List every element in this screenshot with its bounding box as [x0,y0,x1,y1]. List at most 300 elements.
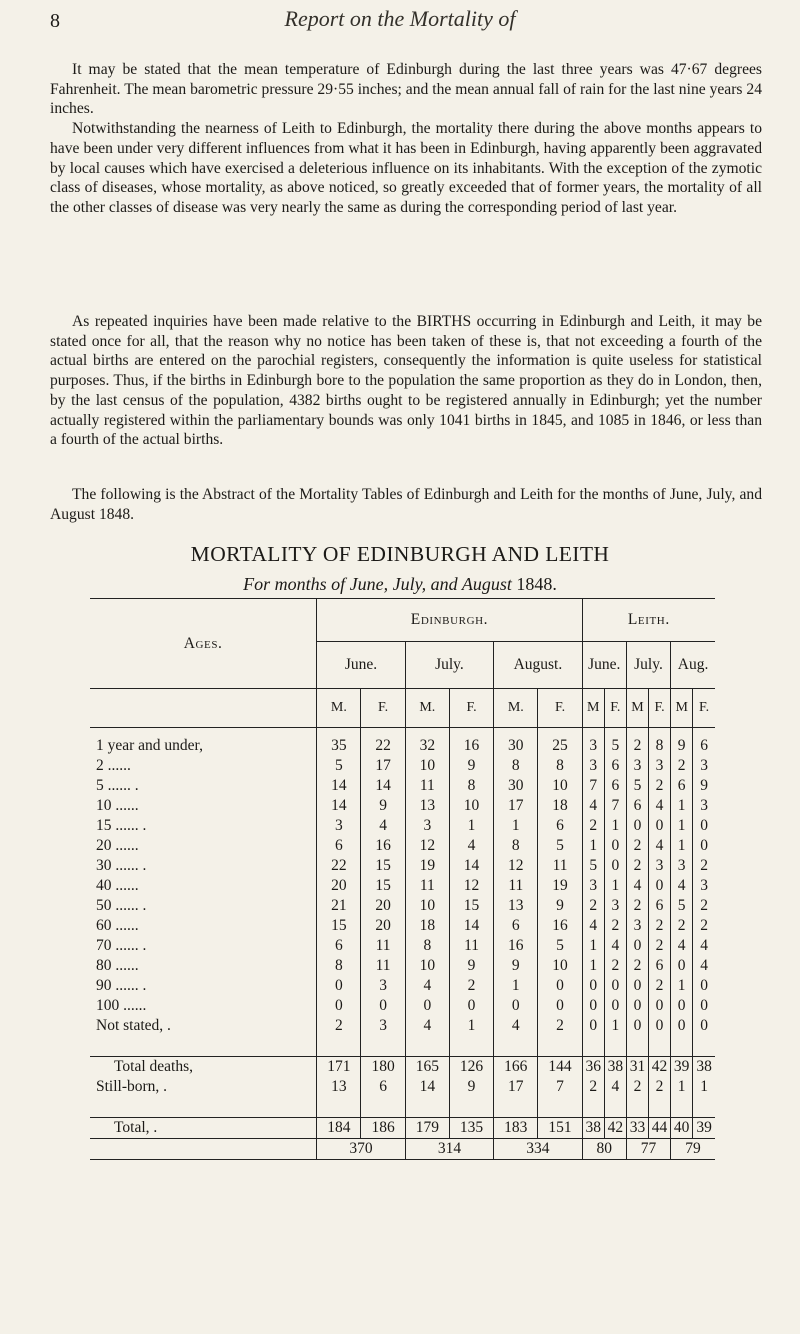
spacer-cell [90,728,317,737]
table-cell: 1 [671,796,693,816]
paragraph-text: As repeated inquiries have been made relative to the BIRTHS occurring in Edinburgh and Leith, it may be stated once for all, that the reason why no notice has been taken of these is, that not exceeding a fourth of the actual births are entered on the parochial registers, consequently the information is quite useless for statistical purposes. Thus, if the births in Edinburgh bore to the population the same proportion as they do in London, then, by the last census of the population, 4382 births ought to be registered annually in Edinburgh; yet the number actually registered within the parliamentary bounds was only 1041 births in 1845, and 1085 in 1846, or less than a fourth of the actual births. [50,313,762,449]
month-total-cell: 370 [317,1139,405,1160]
spacer-cell [405,1097,449,1118]
table-cell: 10 [538,776,582,796]
table-cell: 171 [317,1057,361,1078]
sex-header: F. [361,689,405,728]
table-cell: 6 [604,756,626,776]
month-header: June. [317,642,405,689]
row-label: 1 year and under, [96,737,203,754]
table-cell: 16 [494,936,538,956]
table-cell: 12 [405,836,449,856]
sex-header: F. [604,689,626,728]
table-cell: 0 [604,856,626,876]
row-label: Still-born, . [96,1078,168,1095]
table-cell: 11 [538,856,582,876]
table-cell: 17 [361,756,405,776]
spacer-cell [90,1097,317,1118]
table-cell: 36 [582,1057,604,1078]
table-cell: 9 [449,1077,493,1097]
table-cell: 21 [317,896,361,916]
table-cell: 2 [671,916,693,936]
table-cell: 4 [361,816,405,836]
table-cell: 39 [671,1057,693,1078]
month-total-cell: 77 [626,1139,670,1160]
spacer-cell [405,1036,449,1057]
table-cell: 8 [317,956,361,976]
month-total-cell: 334 [494,1139,583,1160]
table-cell: 11 [361,956,405,976]
spacer-cell [626,1097,648,1118]
table-cell: 20 [361,896,405,916]
table-cell: 38 [693,1057,715,1078]
table-cell: 2 [626,836,648,856]
spacer-row [90,1097,715,1118]
table-cell: 0 [671,996,693,1016]
table-cell: 2 [626,956,648,976]
table-cell: 5 [538,836,582,856]
table-cell: 40 [671,1118,693,1139]
table-cell: 42 [649,1057,671,1078]
table-cell: 4 [604,1077,626,1097]
table-cell: 1 [693,1077,715,1097]
spacer-cell [405,728,449,737]
sex-header: F. [538,689,582,728]
table-cell: 14 [405,1077,449,1097]
table-row [90,936,715,956]
row-label: 60 ...... [96,917,139,934]
spacer-cell [626,728,648,737]
table-cell: 8 [449,776,493,796]
table-cell: 6 [649,956,671,976]
table-cell: 0 [649,876,671,896]
table-body [90,728,715,1160]
spacer-cell [582,1097,604,1118]
table-cell: 3 [361,976,405,996]
spacer-cell [449,728,493,737]
row-label: 5 ...... . [96,777,139,794]
month-total-cell: 80 [582,1139,626,1160]
table-cell: 0 [317,996,361,1016]
table-cell: 14 [317,796,361,816]
table-cell: 0 [693,1016,715,1036]
table-cell: 22 [361,736,405,756]
table-cell: 0 [538,996,582,1016]
table-cell: 10 [449,796,493,816]
table-cell: 0 [693,996,715,1016]
spacer-cell [604,1036,626,1057]
table-row [90,756,715,776]
table-cell: 3 [582,876,604,896]
table-cell: 16 [538,916,582,936]
table-cell: 165 [405,1057,449,1078]
table-cell: 0 [693,976,715,996]
table-cell: 0 [405,996,449,1016]
table-cell: 30 [494,736,538,756]
row-label: Total, . [90,1118,317,1139]
subtitle-year: 1848. [516,574,557,594]
table-cell: 9 [671,736,693,756]
spacer-cell [361,1036,405,1057]
table-cell: 2 [693,856,715,876]
table-cell: 6 [671,776,693,796]
table-cell: 3 [582,736,604,756]
table-title: MORTALITY OF EDINBURGH AND LEITH [190,542,610,566]
table-cell: 0 [626,816,648,836]
table-cell: 0 [494,996,538,1016]
table-cell: 18 [405,916,449,936]
table-cell: 5 [671,896,693,916]
month-header: July. [626,642,670,689]
table-cell: 4 [494,1016,538,1036]
table-cell: 0 [671,1016,693,1036]
table-cell: 4 [604,936,626,956]
row-label: 80 ...... [96,957,139,974]
table-cell: 2 [671,756,693,776]
row-label: 15 ...... . [96,817,147,834]
table-cell: 1 [494,976,538,996]
ages-blank [90,689,317,728]
table-cell: 13 [317,1077,361,1097]
table-cell: 1 [449,816,493,836]
table-cell: 11 [449,936,493,956]
table-cell: 5 [317,756,361,776]
spacer-cell [449,1036,493,1057]
spacer-cell [361,1097,405,1118]
table-cell: 0 [693,836,715,856]
spacer-cell [494,1097,538,1118]
table-cell: 19 [538,876,582,896]
sex-header: F. [693,689,715,728]
table-cell: 1 [582,936,604,956]
paragraph-abstract [50,485,762,524]
table-cell: 11 [494,876,538,896]
table-cell: 6 [626,796,648,816]
table-cell: 184 [317,1118,361,1139]
table-cell: 6 [604,776,626,796]
table-cell: 10 [538,956,582,976]
table-cell: 126 [449,1057,493,1078]
table-cell: 1 [671,1077,693,1097]
table-cell: 4 [626,876,648,896]
table-cell: 11 [405,876,449,896]
spacer-cell [693,1036,715,1057]
table-cell: 4 [693,956,715,976]
row-label [90,1139,317,1160]
table-row [90,1077,715,1097]
table-cell: 15 [449,896,493,916]
spacer-cell [317,1036,361,1057]
month-header: August. [494,642,583,689]
table-cell: 35 [317,736,361,756]
table-cell: 2 [693,896,715,916]
spacer-cell [317,728,361,737]
month-total-cell: 314 [405,1139,493,1160]
month-header: July. [405,642,493,689]
row-label: 30 ...... . [96,857,147,874]
table-cell: 44 [649,1118,671,1139]
spacer-cell [649,1036,671,1057]
table-cell: 6 [317,936,361,956]
table-cell: 3 [582,756,604,776]
table-cell: 1 [604,876,626,896]
row-label: 50 ...... . [96,897,147,914]
mortality-table [90,598,715,1160]
table-cell: 3 [693,756,715,776]
table-cell: 20 [317,876,361,896]
table-row [90,816,715,836]
table-cell: 1 [604,816,626,836]
table-cell: 8 [405,936,449,956]
row-label: 100 ...... [96,997,147,1014]
spacer-cell [693,728,715,737]
table-cell: 0 [649,1016,671,1036]
table-cell: 9 [538,896,582,916]
row-label: Not stated, . [96,1017,171,1034]
spacer-cell [626,1036,648,1057]
paragraph-births [50,312,762,450]
table-cell: 0 [582,996,604,1016]
sex-header: M [671,689,693,728]
table-cell: 151 [538,1118,582,1139]
table-row [90,996,715,1016]
table-cell: 166 [494,1057,538,1078]
table-cell: 2 [604,956,626,976]
table-cell: 7 [604,796,626,816]
spacer-cell [693,1097,715,1118]
spacer-cell [604,728,626,737]
table-cell: 3 [317,816,361,836]
row-label: Total deaths, [90,1057,317,1078]
table-cell: 15 [361,856,405,876]
spacer-row [90,728,715,737]
table-cell: 19 [405,856,449,876]
table-cell: 180 [361,1057,405,1078]
paragraph-text: The following is the Abstract of the Mortality Tables of Edinburgh and Leith for the months of June, July, and August 1848. [50,486,762,523]
table-cell: 17 [494,1077,538,1097]
spacer-cell [90,1036,317,1057]
table-row [90,916,715,936]
row-label: 10 ...... [96,797,139,814]
table-cell: 2 [582,816,604,836]
table-cell: 2 [604,916,626,936]
table-cell: 38 [604,1057,626,1078]
subtitle-text: For months of June, July, and August [243,574,512,594]
table-cell: 3 [626,916,648,936]
table-cell: 0 [649,996,671,1016]
table-cell: 2 [538,1016,582,1036]
spacer-cell [649,728,671,737]
table-cell: 6 [693,736,715,756]
spacer-cell [582,1036,604,1057]
table-cell: 5 [604,736,626,756]
table-cell: 9 [449,956,493,976]
table-cell: 9 [449,756,493,776]
table-cell: 14 [317,776,361,796]
sex-header: F. [649,689,671,728]
table-cell: 0 [604,976,626,996]
table-cell: 0 [604,996,626,1016]
table-cell: 135 [449,1118,493,1139]
table-cell: 6 [649,896,671,916]
table-cell: 3 [649,756,671,776]
grand-total-row [90,1139,715,1160]
table-cell: 2 [449,976,493,996]
table-cell: 4 [693,936,715,956]
table-cell: 8 [538,756,582,776]
month-header: Aug. [671,642,715,689]
table-cell: 0 [449,996,493,1016]
table-row [90,956,715,976]
table-cell: 1 [582,836,604,856]
table-cell: 4 [582,916,604,936]
table-row [90,1118,715,1139]
sex-header: M. [405,689,449,728]
table-cell: 0 [626,976,648,996]
table-cell: 14 [449,856,493,876]
table-cell: 3 [693,876,715,896]
table-cell: 14 [361,776,405,796]
table-cell: 0 [626,1016,648,1036]
table-cell: 22 [317,856,361,876]
spacer-cell [361,728,405,737]
table-cell: 1 [449,1016,493,1036]
table-subtitle [0,574,800,595]
table-cell: 2 [626,1077,648,1097]
table-cell: 6 [361,1077,405,1097]
table-cell: 0 [693,816,715,836]
table-cell: 1 [671,976,693,996]
table-cell: 3 [649,856,671,876]
table-cell: 7 [582,776,604,796]
sex-header: M. [317,689,361,728]
table-cell: 3 [693,796,715,816]
table-cell: 1 [494,816,538,836]
page-number: 8 [50,10,60,32]
table-cell: 16 [449,736,493,756]
table-cell: 0 [626,936,648,956]
month-header: June. [582,642,626,689]
spacer-cell [494,1036,538,1057]
sex-header: M [582,689,604,728]
table-cell: 25 [538,736,582,756]
table-cell: 6 [538,816,582,836]
table-cell: 8 [649,736,671,756]
table-cell: 8 [494,756,538,776]
table-cell: 4 [405,976,449,996]
table-cell: 4 [649,836,671,856]
table-cell: 10 [405,896,449,916]
table-cell: 11 [361,936,405,956]
table-cell: 3 [604,896,626,916]
table-cell: 4 [671,876,693,896]
table-cell: 31 [626,1057,648,1078]
table-row [90,1016,715,1036]
table-cell: 9 [494,956,538,976]
table-cell: 39 [693,1118,715,1139]
spacer-cell [449,1097,493,1118]
spacer-cell [671,1036,693,1057]
spacer-cell [317,1097,361,1118]
table-cell: 179 [405,1118,449,1139]
table-cell: 12 [449,876,493,896]
table-cell: 186 [361,1118,405,1139]
table-cell: 0 [317,976,361,996]
month-total-cell: 79 [671,1139,715,1160]
spacer-cell [538,1036,582,1057]
table-cell: 2 [626,736,648,756]
sex-header: M [626,689,648,728]
table-cell: 0 [538,976,582,996]
table-cell: 15 [317,916,361,936]
edinburgh-header: Edinburgh. [317,599,582,642]
table-cell: 10 [405,756,449,776]
paragraph-text: Notwithstanding the nearness of Leith to Edinburgh, the mortality there during the above months appears to have been under very different influences from what it has been in Edinburgh, having apparently been aggravated by local causes which have exercised a deleterious influence on its inhabitants. With the exception of the zymotic class of diseases, whose mortality, as above noticed, so greatly exceeded that of former years, the mortality of all the other classes of disease was very nearly the same as during the corresponding period of last year. [50,120,762,216]
table-cell: 144 [538,1057,582,1078]
table-row [90,876,715,896]
table-cell: 5 [626,776,648,796]
table-cell: 16 [361,836,405,856]
table-cell: 0 [361,996,405,1016]
table-cell: 5 [582,856,604,876]
table-row [90,896,715,916]
table-row [90,976,715,996]
table-cell: 13 [405,796,449,816]
row-label: 20 ...... [96,837,139,854]
table-cell: 20 [361,916,405,936]
table-cell: 15 [361,876,405,896]
table-cell: 4 [649,796,671,816]
table-cell: 1 [604,1016,626,1036]
spacer-cell [671,728,693,737]
table-row [90,796,715,816]
table-row [90,836,715,856]
table-cell: 4 [582,796,604,816]
table-row [90,856,715,876]
table-cell: 1 [582,956,604,976]
table-cell: 3 [405,816,449,836]
table-cell: 14 [449,916,493,936]
table-cell: 0 [626,996,648,1016]
table-cell: 32 [405,736,449,756]
table-cell: 0 [604,836,626,856]
table-cell: 6 [494,916,538,936]
table-cell: 2 [626,856,648,876]
spacer-cell [671,1097,693,1118]
table-cell: 38 [582,1118,604,1139]
table-cell: 6 [317,836,361,856]
table-cell: 13 [494,896,538,916]
sex-header: F. [449,689,493,728]
table-cell: 2 [649,936,671,956]
running-title: Report on the Mortality of [284,6,516,31]
table-cell: 183 [494,1118,538,1139]
table-cell: 9 [693,776,715,796]
spacer-row [90,1036,715,1057]
spacer-cell [538,1097,582,1118]
table-cell: 2 [649,916,671,936]
table-cell: 4 [449,836,493,856]
table-cell: 0 [582,976,604,996]
table-cell: 0 [582,1016,604,1036]
table-cell: 2 [626,896,648,916]
table-cell: 2 [649,776,671,796]
table-cell: 0 [671,956,693,976]
table-cell: 8 [494,836,538,856]
table-cell: 10 [405,956,449,976]
table-cell: 3 [361,1016,405,1036]
row-label: 90 ...... . [96,977,147,994]
